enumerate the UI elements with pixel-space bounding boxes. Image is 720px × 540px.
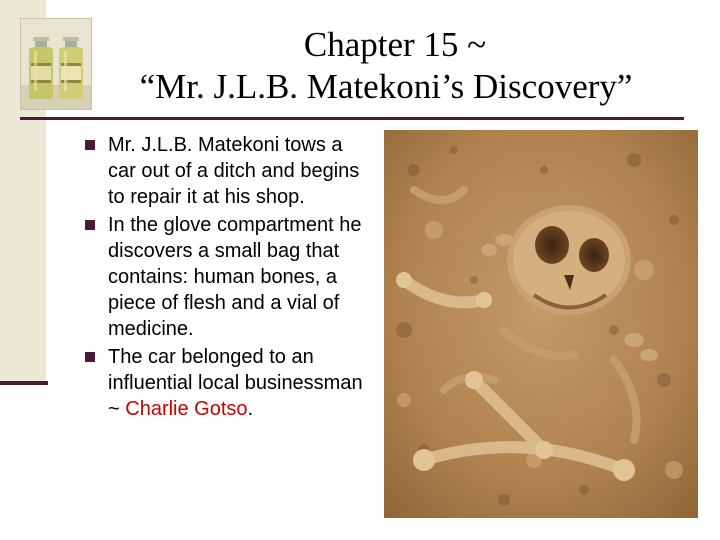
bullet-tail: . <box>247 398 254 420</box>
bullet-list <box>84 132 374 424</box>
square-bullet-icon <box>85 352 95 362</box>
bullet-text: In the glove compartment he discovers a small bag that contains: human bones, a piece of flesh and a vial of medicine. <box>108 214 362 340</box>
square-bullet-icon <box>85 140 95 150</box>
bullet-item <box>84 132 374 210</box>
left-stripe-rule <box>0 381 48 385</box>
highlighted-name: Charlie Gotso <box>125 398 248 420</box>
bullet-item <box>84 344 374 422</box>
bullet-text: The car belonged to an influential local businessman ~ <box>108 346 363 420</box>
title-rule <box>20 117 684 120</box>
slide-title <box>96 24 676 108</box>
title-line-1: Chapter 15 ~ <box>303 25 487 64</box>
square-bullet-icon <box>85 220 95 230</box>
bones-in-dirt-photo <box>384 130 698 518</box>
medicine-bottles-icon <box>20 18 92 110</box>
bullet-item <box>84 212 374 342</box>
bullet-text: Mr. J.L.B. Matekoni tows a car out of a ditch and begins to repair it at his shop. <box>108 134 360 208</box>
title-line-2: “Mr. J.L.B. Matekoni’s Discovery” <box>139 67 633 106</box>
